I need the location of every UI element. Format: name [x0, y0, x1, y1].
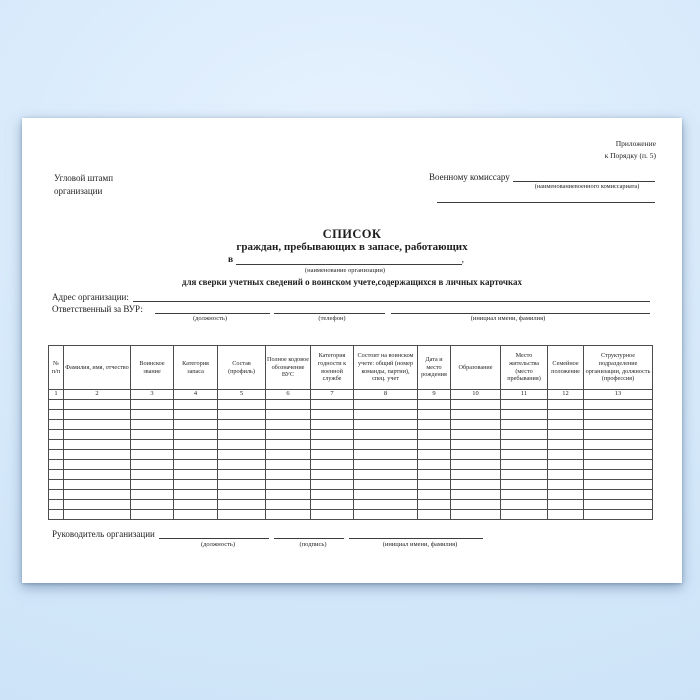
empty-data-cell	[49, 490, 64, 500]
empty-data-cell	[548, 510, 584, 520]
empty-data-row	[49, 420, 653, 430]
empty-data-cell	[49, 470, 64, 480]
header-cell-col12: Семейное положение	[548, 346, 584, 390]
empty-data-cell	[501, 430, 548, 440]
empty-data-cell	[174, 450, 218, 460]
responsible-position-hint: (должность)	[192, 315, 228, 322]
empty-data-cell	[451, 430, 501, 440]
empty-data-row	[49, 400, 653, 410]
document-title: СПИСОК	[322, 227, 382, 241]
empty-data-cell	[354, 510, 418, 520]
empty-data-row	[49, 470, 653, 480]
empty-data-cell	[311, 430, 354, 440]
empty-data-cell	[354, 450, 418, 460]
empty-data-cell	[218, 420, 266, 430]
empty-data-cell	[131, 440, 174, 450]
empty-data-cell	[49, 410, 64, 420]
header-cell-col7: Категория годности к военной службе	[311, 346, 354, 390]
empty-data-cell	[451, 510, 501, 520]
commissar-hint: (наименованиевоенного комиссариата)	[534, 183, 640, 190]
empty-data-cell	[501, 460, 548, 470]
empty-data-cell	[354, 440, 418, 450]
empty-data-cell	[131, 430, 174, 440]
empty-data-cell	[174, 500, 218, 510]
empty-data-cell	[266, 450, 311, 460]
empty-data-cell	[418, 410, 451, 420]
header-cell-col9: Дата и место рождения	[418, 346, 451, 390]
empty-data-cell	[266, 480, 311, 490]
empty-data-cell	[218, 460, 266, 470]
column-number-cell: 10	[451, 390, 501, 400]
column-number-cell: 8	[354, 390, 418, 400]
empty-data-cell	[49, 480, 64, 490]
header-cell-col11: Место жительства (место пребывания)	[501, 346, 548, 390]
empty-data-cell	[501, 450, 548, 460]
empty-data-cell	[218, 440, 266, 450]
responsible-row	[52, 304, 650, 314]
head-name-hint: (инициал имени, фамилия)	[382, 541, 458, 548]
empty-data-cell	[266, 470, 311, 480]
empty-data-cell	[218, 470, 266, 480]
empty-data-cell	[218, 510, 266, 520]
empty-data-cell	[174, 400, 218, 410]
empty-data-cell	[418, 460, 451, 470]
empty-data-cell	[174, 440, 218, 450]
empty-data-cell	[548, 460, 584, 470]
empty-data-cell	[131, 460, 174, 470]
empty-data-cell	[584, 440, 653, 450]
empty-data-cell	[64, 400, 131, 410]
empty-data-cell	[584, 490, 653, 500]
empty-data-cell	[266, 410, 311, 420]
empty-data-cell	[354, 470, 418, 480]
column-number-cell: 12	[548, 390, 584, 400]
head-signature-blank	[274, 538, 344, 539]
column-number-row	[49, 390, 653, 400]
empty-data-cell	[451, 400, 501, 410]
empty-data-cell	[266, 430, 311, 440]
empty-data-cell	[64, 510, 131, 520]
address-label: Адрес организации:	[52, 292, 129, 302]
empty-data-cell	[548, 410, 584, 420]
empty-data-cell	[311, 440, 354, 450]
empty-data-cell	[64, 430, 131, 440]
empty-data-cell	[49, 400, 64, 410]
responsible-phone-blank	[274, 313, 385, 314]
empty-data-cell	[548, 470, 584, 480]
header-cell-col13: Структурное подразделение организации, должность (профессия)	[584, 346, 653, 390]
empty-data-row	[49, 490, 653, 500]
empty-data-cell	[354, 420, 418, 430]
empty-data-cell	[451, 490, 501, 500]
empty-data-cell	[584, 470, 653, 480]
empty-data-cell	[174, 510, 218, 520]
empty-data-cell	[311, 410, 354, 420]
empty-data-cell	[501, 490, 548, 500]
empty-data-cell	[64, 420, 131, 430]
empty-data-cell	[131, 510, 174, 520]
empty-data-cell	[131, 420, 174, 430]
header-cell-col1: № п/п	[49, 346, 64, 390]
empty-data-cell	[311, 480, 354, 490]
empty-data-cell	[584, 400, 653, 410]
empty-data-cell	[311, 450, 354, 460]
empty-data-cell	[218, 480, 266, 490]
empty-data-cell	[418, 450, 451, 460]
document-subtitle: граждан, пребывающих в запасе, работающих	[236, 241, 468, 253]
empty-data-cell	[311, 400, 354, 410]
header-cell-col8: Состоит на воинском учете: общий (номер команды, партии), спец. учет	[354, 346, 418, 390]
empty-data-cell	[418, 510, 451, 520]
empty-data-cell	[501, 400, 548, 410]
empty-data-cell	[174, 470, 218, 480]
empty-data-cell	[49, 430, 64, 440]
empty-data-cell	[418, 430, 451, 440]
empty-data-cell	[451, 500, 501, 510]
empty-data-row	[49, 460, 653, 470]
empty-data-cell	[131, 480, 174, 490]
empty-data-row	[49, 510, 653, 520]
empty-data-cell	[64, 410, 131, 420]
column-number-cell: 5	[218, 390, 266, 400]
empty-data-cell	[218, 490, 266, 500]
empty-data-cell	[451, 480, 501, 490]
in-prefix: в	[228, 255, 234, 265]
empty-data-cell	[311, 420, 354, 430]
empty-data-cell	[451, 410, 501, 420]
empty-data-cell	[548, 500, 584, 510]
empty-data-cell	[266, 490, 311, 500]
address-row	[52, 292, 650, 302]
head-position-blank	[159, 538, 269, 539]
appendix-note-line1: Приложение	[615, 139, 656, 148]
organization-name-line	[228, 255, 464, 265]
responsible-name-blank	[391, 313, 650, 314]
stamp-line2: организации	[54, 186, 103, 197]
column-number-cell: 6	[266, 390, 311, 400]
header-cell-col3: Воинское звание	[131, 346, 174, 390]
empty-data-cell	[49, 500, 64, 510]
empty-data-cell	[266, 400, 311, 410]
commissar-second-blank-line	[437, 201, 655, 203]
empty-data-cell	[266, 500, 311, 510]
empty-data-cell	[548, 400, 584, 410]
empty-data-cell	[418, 500, 451, 510]
column-number-cell: 7	[311, 390, 354, 400]
empty-data-cell	[174, 410, 218, 420]
empty-data-cell	[64, 490, 131, 500]
empty-data-row	[49, 450, 653, 460]
empty-data-cell	[266, 440, 311, 450]
roster-table-grid	[48, 345, 653, 520]
header-cell-col2: Фамилия, имя, отчество	[64, 346, 131, 390]
empty-data-cell	[501, 410, 548, 420]
table-header-row	[49, 346, 653, 390]
empty-data-cell	[64, 450, 131, 460]
column-number-cell: 2	[64, 390, 131, 400]
responsible-position-blank	[155, 313, 270, 314]
empty-data-cell	[501, 470, 548, 480]
empty-data-cell	[64, 460, 131, 470]
empty-data-cell	[548, 450, 584, 460]
empty-data-cell	[174, 480, 218, 490]
column-number-cell: 1	[49, 390, 64, 400]
empty-data-cell	[49, 420, 64, 430]
footer-signature-row	[52, 529, 492, 539]
empty-data-cell	[218, 400, 266, 410]
empty-data-cell	[501, 440, 548, 450]
commissar-block	[429, 172, 655, 203]
corner-stamp-placeholder	[54, 172, 113, 198]
appendix-note	[605, 138, 656, 161]
empty-data-cell	[218, 500, 266, 510]
empty-data-cell	[311, 510, 354, 520]
roster-table	[48, 345, 653, 520]
column-number-cell: 9	[418, 390, 451, 400]
address-blank-line	[133, 301, 650, 302]
empty-data-cell	[584, 480, 653, 490]
empty-data-cell	[548, 440, 584, 450]
empty-data-cell	[131, 450, 174, 460]
commissar-label: Военному комиссару	[429, 172, 510, 182]
organization-blank-line	[236, 264, 461, 265]
empty-data-row	[49, 440, 653, 450]
empty-data-cell	[174, 420, 218, 430]
responsible-label: Ответственный за ВУР:	[52, 304, 143, 314]
column-number-cell: 4	[174, 390, 218, 400]
empty-data-cell	[311, 460, 354, 470]
empty-data-cell	[584, 410, 653, 420]
column-number-cell: 11	[501, 390, 548, 400]
empty-data-cell	[584, 420, 653, 430]
empty-data-cell	[451, 450, 501, 460]
empty-data-cell	[174, 460, 218, 470]
empty-data-cell	[418, 420, 451, 430]
empty-data-cell	[131, 470, 174, 480]
empty-data-cell	[354, 410, 418, 420]
empty-data-cell	[451, 460, 501, 470]
empty-data-cell	[451, 470, 501, 480]
appendix-note-line2: к Порядку (п. 5)	[604, 150, 656, 160]
empty-data-cell	[311, 490, 354, 500]
head-of-org-label: Руководитель организации	[52, 529, 155, 539]
empty-data-cell	[131, 410, 174, 420]
head-signature-hint: (подпись)	[299, 541, 327, 548]
header-cell-col10: Образование	[451, 346, 501, 390]
empty-data-row	[49, 500, 653, 510]
empty-data-cell	[131, 490, 174, 500]
empty-data-cell	[418, 400, 451, 410]
empty-data-cell	[548, 490, 584, 500]
empty-data-cell	[64, 440, 131, 450]
header-cell-col4: Категория запаса	[174, 346, 218, 390]
empty-data-cell	[174, 430, 218, 440]
empty-data-cell	[311, 500, 354, 510]
column-number-cell: 13	[584, 390, 653, 400]
empty-data-cell	[354, 500, 418, 510]
empty-data-cell	[354, 400, 418, 410]
responsible-phone-hint: (телефон)	[318, 315, 346, 322]
empty-data-cell	[548, 430, 584, 440]
empty-data-cell	[584, 500, 653, 510]
trailing-comma: ,	[461, 255, 464, 265]
responsible-name-hint: (инициал имени, фамилия)	[470, 315, 546, 322]
empty-data-cell	[49, 450, 64, 460]
empty-data-cell	[49, 460, 64, 470]
empty-data-cell	[218, 410, 266, 420]
empty-data-cell	[418, 490, 451, 500]
empty-data-row	[49, 430, 653, 440]
header-cell-col6: Полное кодовое обозначение ВУС	[266, 346, 311, 390]
column-number-cell: 3	[131, 390, 174, 400]
head-position-hint: (должность)	[200, 541, 236, 548]
empty-data-cell	[131, 500, 174, 510]
empty-data-cell	[548, 480, 584, 490]
empty-data-cell	[501, 480, 548, 490]
empty-data-cell	[584, 460, 653, 470]
empty-data-cell	[418, 440, 451, 450]
empty-data-row	[49, 480, 653, 490]
empty-data-cell	[354, 480, 418, 490]
empty-data-cell	[64, 500, 131, 510]
head-name-blank	[349, 538, 483, 539]
empty-data-cell	[266, 420, 311, 430]
empty-data-cell	[311, 470, 354, 480]
empty-data-cell	[584, 430, 653, 440]
empty-data-cell	[266, 460, 311, 470]
empty-data-cell	[418, 480, 451, 490]
empty-data-cell	[501, 510, 548, 520]
empty-data-cell	[354, 430, 418, 440]
empty-data-cell	[548, 420, 584, 430]
empty-data-row	[49, 410, 653, 420]
empty-data-cell	[218, 430, 266, 440]
empty-data-cell	[354, 460, 418, 470]
empty-data-cell	[174, 490, 218, 500]
empty-data-cell	[49, 440, 64, 450]
empty-data-cell	[49, 510, 64, 520]
empty-data-cell	[354, 490, 418, 500]
purpose-line: для сверки учетных сведений о воинском учете,содержащихся в личных карточках	[181, 277, 523, 287]
organization-hint: (наименование организации)	[304, 267, 386, 274]
empty-data-cell	[501, 420, 548, 430]
empty-data-cell	[451, 440, 501, 450]
empty-data-cell	[218, 450, 266, 460]
empty-data-cell	[584, 510, 653, 520]
empty-data-cell	[451, 420, 501, 430]
empty-data-cell	[131, 400, 174, 410]
commissar-name-blank-line	[513, 181, 655, 182]
empty-data-cell	[418, 470, 451, 480]
header-cell-col5: Состав (профиль)	[218, 346, 266, 390]
empty-data-cell	[64, 470, 131, 480]
empty-data-cell	[266, 510, 311, 520]
empty-data-cell	[501, 500, 548, 510]
document-page	[22, 118, 682, 583]
empty-data-cell	[64, 480, 131, 490]
stamp-line1: Угловой штамп	[54, 173, 114, 183]
empty-data-cell	[584, 450, 653, 460]
